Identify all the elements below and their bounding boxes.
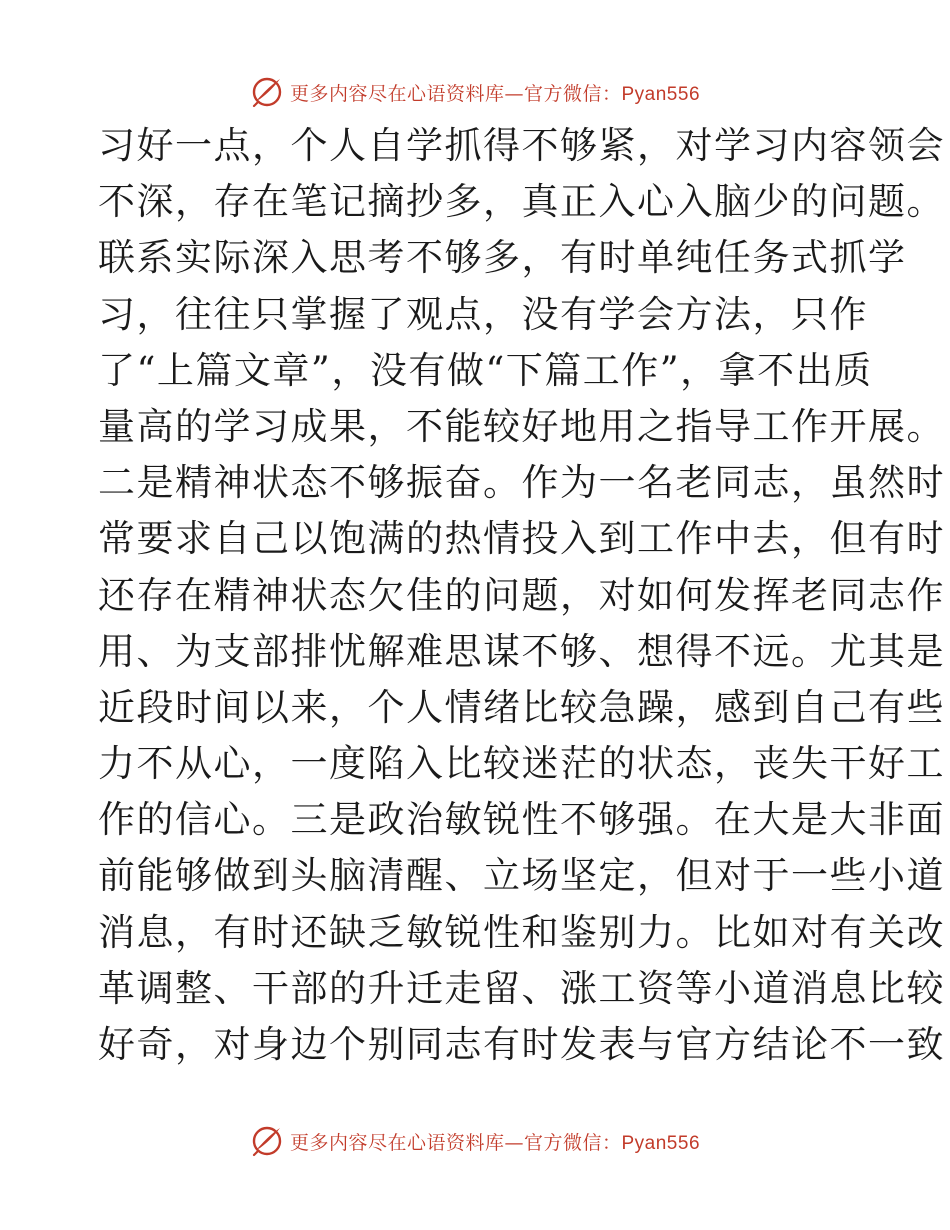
text-line: 作的信心。三是政治敏锐性不够强。在大是大非面 bbox=[98, 798, 945, 842]
text-line: 联系实际深入思考不够多，有时单纯任务式抓学 bbox=[98, 236, 907, 280]
text-line: 不深，存在笔记摘抄多，真正入心入脑少的问题。 bbox=[98, 180, 945, 224]
text-line: 用、为支部排忧解难思谋不够、想得不远。尤其是 bbox=[98, 629, 945, 673]
quill-pen-logo-icon bbox=[250, 1124, 284, 1158]
header-banner bbox=[0, 72, 950, 112]
text-line: 近段时间以来，个人情绪比较急躁，感到自己有些 bbox=[98, 685, 945, 729]
text-line: 二是精神状态不够振奋。作为一名老同志，虽然时 bbox=[98, 461, 945, 505]
header-banner-wechat-id: Pyan556 bbox=[621, 83, 701, 105]
text-line: 还存在精神状态欠佳的问题，对如何发挥老同志作 bbox=[98, 573, 945, 617]
header-banner-text bbox=[290, 79, 700, 106]
footer-banner-text bbox=[290, 1128, 700, 1155]
text-line: 习好一点，个人自学抓得不够紧，对学习内容领会 bbox=[98, 124, 945, 167]
text-line: 常要求自己以饱满的热情投入到工作中去，但有时 bbox=[98, 517, 945, 561]
text-line: 习，往往只掌握了观点，没有学会方法，只作 bbox=[98, 292, 868, 336]
quill-pen-logo-icon bbox=[250, 75, 284, 109]
footer-banner bbox=[0, 1121, 950, 1161]
text-line: 前能够做到头脑清醒、立场坚定，但对于一些小道 bbox=[98, 854, 945, 898]
text-line: 了“上篇文章”，没有做“下篇工作”，拿不出质 bbox=[98, 348, 873, 392]
document-body bbox=[98, 118, 945, 1073]
text-line: 革调整、干部的升迁走留、涨工资等小道消息比较 bbox=[98, 966, 945, 1010]
text-line: 好奇，对身边个别同志有时发表与官方结论不一致 bbox=[98, 1023, 945, 1066]
footer-banner-wechat-id: Pyan556 bbox=[621, 1132, 701, 1154]
text-line: 量高的学习成果，不能较好地用之指导工作开展。 bbox=[98, 404, 945, 448]
text-line: 力不从心，一度陷入比较迷茫的状态，丧失干好工 bbox=[98, 742, 945, 786]
text-line: 消息，有时还缺乏敏锐性和鉴别力。比如对有关改 bbox=[98, 910, 945, 954]
footer-banner-label: 更多内容尽在心语资料库—官方微信： bbox=[289, 1131, 622, 1154]
header-banner-label: 更多内容尽在心语资料库—官方微信： bbox=[289, 82, 622, 105]
